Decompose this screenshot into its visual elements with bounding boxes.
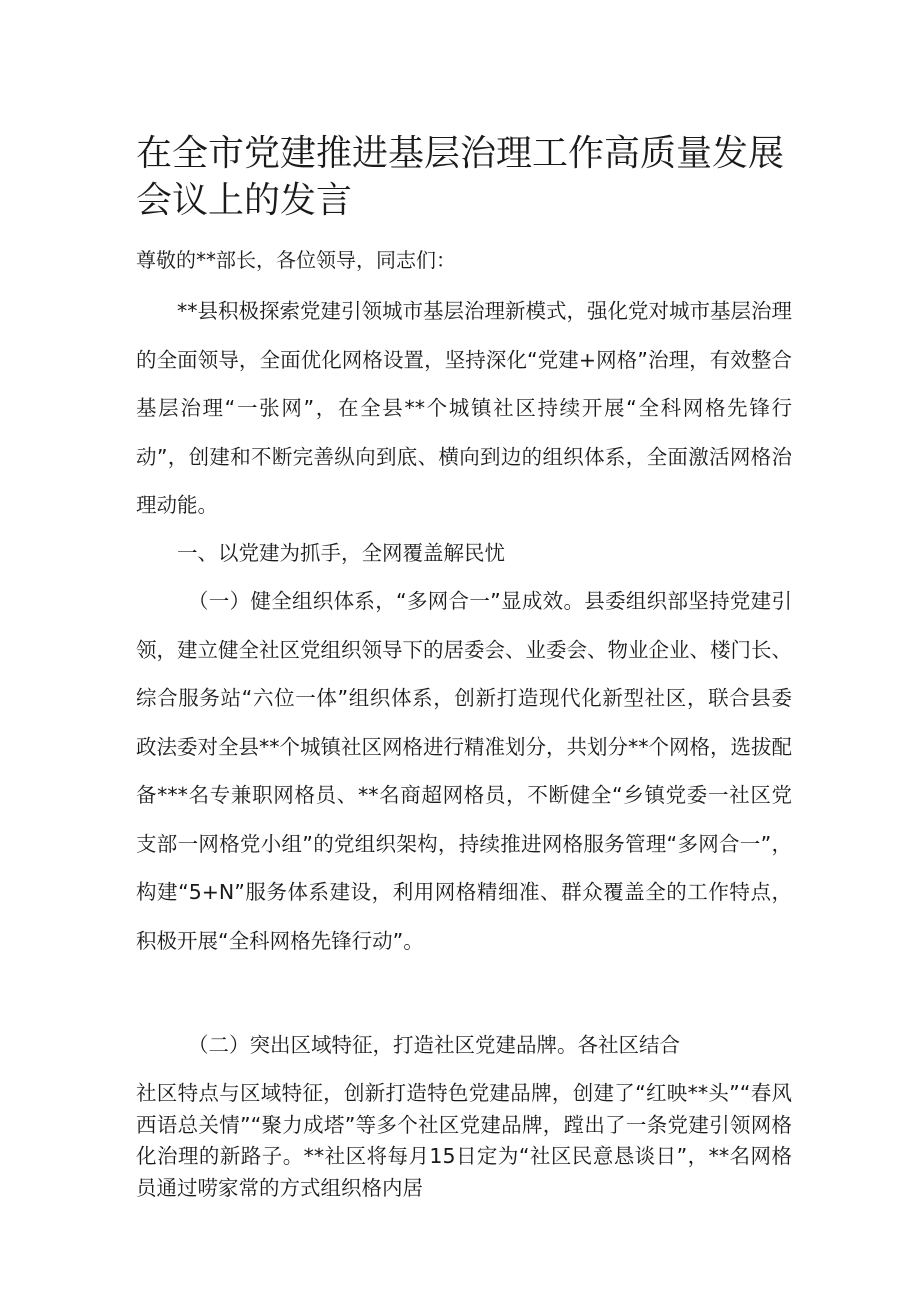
section-heading-1: 一、以党建为抓手，全网覆盖解民忧 [177,541,505,565]
section-1-item-2-continuation: 社区特点与区域特征，创新打造特色党建品牌，创建了“红映**头”“春风西语总关情”“聚力成塔”等多个社区党建品牌，蹚出了一条党建引领网格化治理的新路子。**社区将每月15日定为“社区民意恳谈日”，**名网格员通过唠家常的方式组织格内居 [136,1081,792,1200]
document-title: 在全市党建推进基层治理工作高质量发展会议上的发言 [136,133,785,221]
section-1-item-2-first-line: （二）突出区域特征，打造社区党建品牌。各社区结合 [188,1033,680,1057]
intro-paragraph: **县积极探索党建引领城市基层治理新模式，强化党对城市基层治理的全面领导，全面优化网格设置，坚持深化“党建+网格”治理，有效整合基层治理“一张网”，在全县**个城镇社区持续开展“全科网格先锋行动”，创建和不断完善纵向到底、横向到边的组织体系，全面激活网格治理动能。 [136,299,792,517]
section-1-item-1: （一）健全组织体系，“多网合一”显成效。县委组织部坚持党建引领，建立健全社区党组织领导下的居委会、业委会、物业企业、楼门长、综合服务站“六位一体”组织体系，创新打造现代化新型社区，联合县委政法委对全县**个城镇社区网格进行精准划分，共划分**个网格，选拔配备***名专兼职网格员、**名商超网格员，不断健全“乡镇党委一社区党支部一网格党小组”的党组织架构，持续推进网格服务管理“多网合一”，构建“5+N”服务体系建设，利用网格精细准、群众覆盖全的工作特点，积极开展“全科网格先锋行动”。 [136,589,792,953]
salutation: 尊敬的**部长，各位领导，同志们： [136,248,456,272]
